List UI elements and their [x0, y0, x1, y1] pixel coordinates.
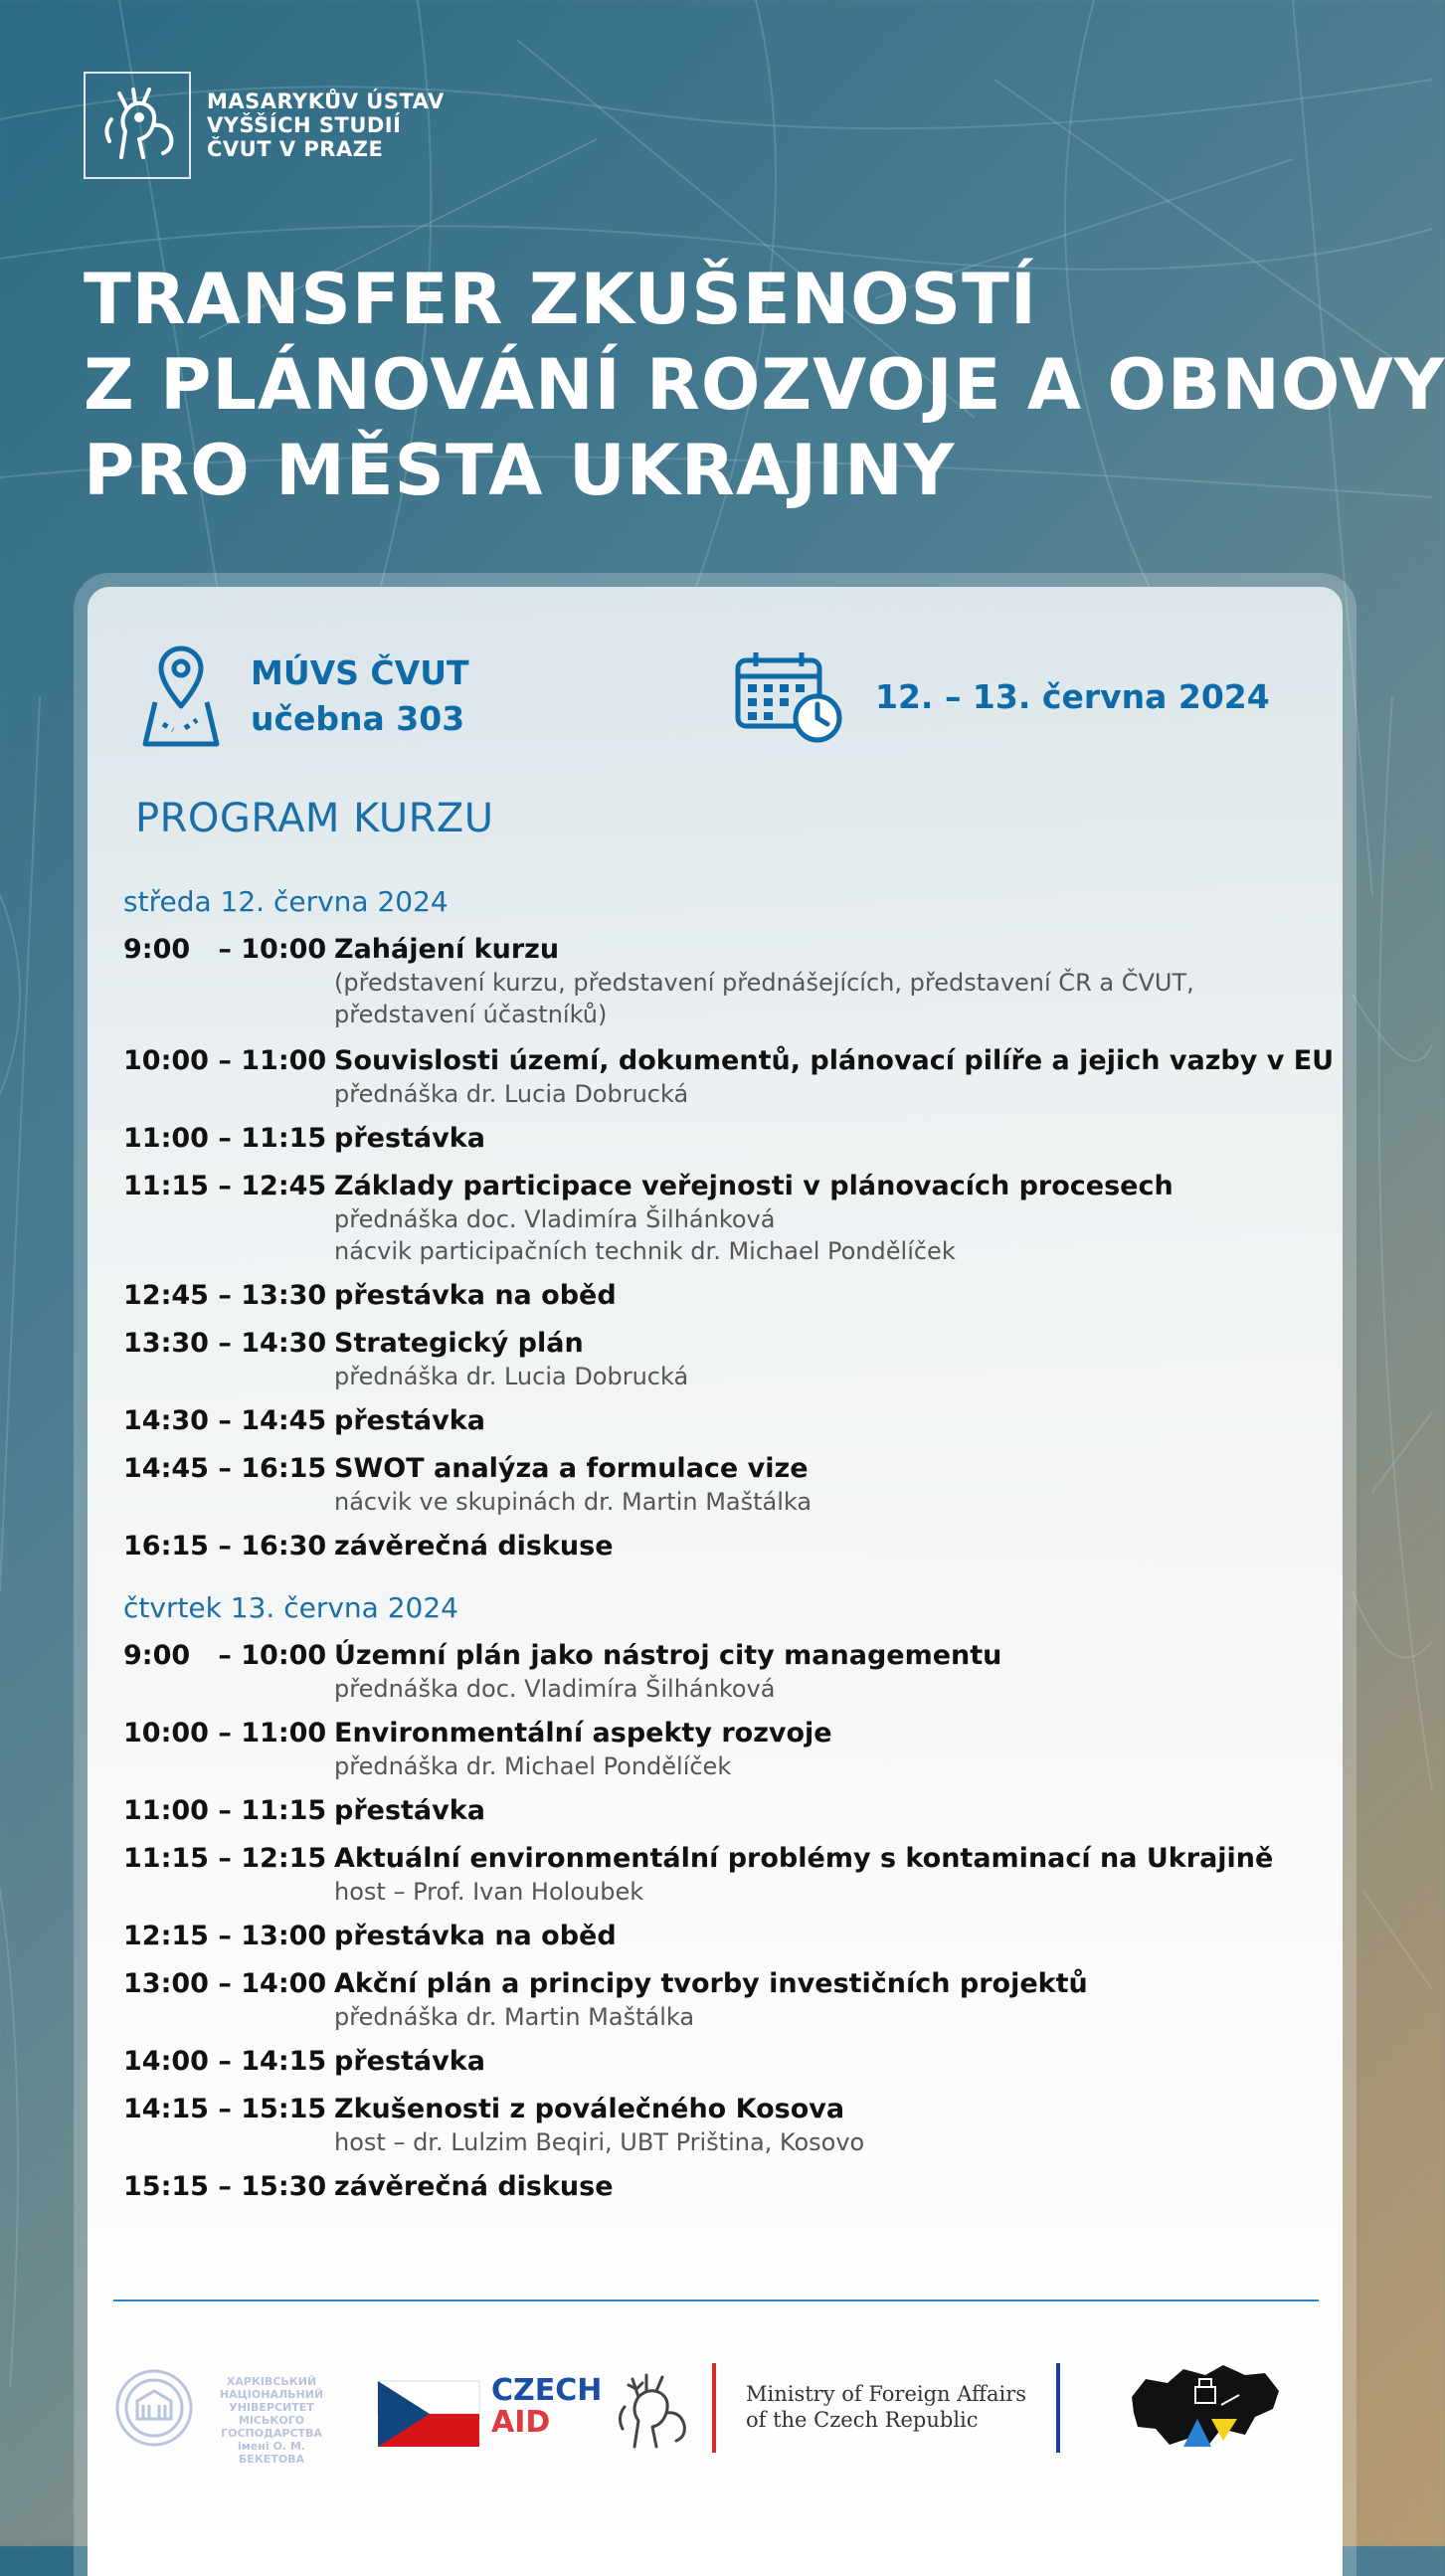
- session-detail: přednáška doc. Vladimíra Šilhánková: [334, 1205, 776, 1233]
- title-line-1: TRANSFER ZKUŠENOSTÍ: [84, 259, 1037, 340]
- session-time: 11:15 – 12:45: [123, 1171, 327, 1201]
- session-title: přestávka: [334, 1795, 485, 1826]
- institution-logo: [84, 72, 445, 179]
- session-title: Aktuální environmentální problémy s kontaminací na Ukrajině: [334, 1843, 1274, 1874]
- mfa-line-1: Ministry of Foreign Affairs: [746, 2382, 1027, 2406]
- institution-line-3: ČVUT V PRAZE: [207, 137, 384, 161]
- session-time: 14:15 – 15:15: [123, 2094, 327, 2124]
- session-title: závěrečná diskuse: [334, 2171, 614, 2202]
- session-detail: představení účastníků): [334, 1001, 608, 1028]
- czech-aid-logo: [491, 2373, 603, 2440]
- session-time: 11:15 – 12:15: [123, 1843, 327, 1874]
- footer-divider: [113, 2300, 1319, 2301]
- map-pin-icon: [139, 644, 223, 748]
- program-heading: PROGRAM KURZU: [135, 796, 494, 841]
- session-title: přestávka na oběd: [334, 1921, 617, 1951]
- session-title: Strategický plán: [334, 1328, 584, 1359]
- kharkiv-university-emblem-icon: [113, 2367, 195, 2449]
- kharkiv-line: НАЦІОНАЛЬНИЙ: [219, 2388, 324, 2401]
- event-date: 12. – 13. června 2024: [875, 676, 1270, 716]
- session-time: 16:15 – 16:30: [123, 1531, 327, 1562]
- mfa-line-2: of the Czech Republic: [746, 2408, 979, 2432]
- kharkiv-university-logo-text: [207, 2375, 336, 2466]
- session-detail: přednáška dr. Michael Pondělíček: [334, 1752, 732, 1780]
- page-title: [84, 257, 1445, 513]
- session-detail: (představení kurzu, představení přednášejících, představení ČR a ČVUT,: [334, 969, 1194, 997]
- session-time: 13:30 – 14:30: [123, 1328, 327, 1359]
- session-time: 13:00 – 14:00: [123, 1968, 327, 1999]
- kharkiv-line: імені О. М. БЕКЕТОВА: [238, 2440, 305, 2466]
- session-title: Akční plán a principy tvorby investičních projektů: [334, 1968, 1088, 1999]
- session-title: Zahájení kurzu: [334, 934, 560, 965]
- session-title: Základy participace veřejnosti v plánovacích procesech: [334, 1171, 1174, 1201]
- czech-aid-bottom: AID: [491, 2405, 551, 2440]
- session-title: Environmentální aspekty rozvoje: [334, 1718, 832, 1748]
- session-detail: přednáška dr. Lucia Dobrucká: [334, 1080, 689, 1108]
- mfa-blue-bar: [1056, 2363, 1060, 2453]
- czech-aid-top: CZECH: [491, 2373, 603, 2408]
- session-detail: nácvik ve skupinách dr. Martin Maštálka: [334, 1488, 813, 1516]
- kharkiv-line: УНІВЕРСИТЕТ: [229, 2401, 314, 2414]
- sponsor-logos: [109, 2357, 1333, 2467]
- title-line-3: PRO MĚSTA UKRAJINY: [84, 430, 956, 511]
- session-title: Zkušenosti z poválečného Kosova: [334, 2094, 845, 2124]
- session-time: 14:45 – 16:15: [123, 1453, 327, 1484]
- session-time: 12:45 – 13:30: [123, 1280, 327, 1311]
- session-time: 11:00 – 11:15: [123, 1795, 327, 1826]
- session-title: závěrečná diskuse: [334, 1531, 614, 1562]
- session-time: 10:00 – 11:00: [123, 1045, 327, 1076]
- session-title: Územní plán jako nástroj city managementu: [334, 1640, 1002, 1671]
- session-time: 14:30 – 14:45: [123, 1405, 327, 1436]
- session-detail: host – Prof. Ivan Holoubek: [334, 1878, 644, 1906]
- location-line-1: MÚVS ČVUT: [251, 653, 469, 692]
- day-label-2: čtvrtek 13. června 2024: [123, 1591, 458, 1624]
- session-detail: nácvik participačních technik dr. Michael Pondělíček: [334, 1237, 956, 1265]
- czech-lion-icon: [607, 2363, 692, 2453]
- session-time: 14:00 – 14:15: [123, 2046, 327, 2077]
- location-line-2: učebna 303: [251, 699, 465, 738]
- session-detail: přednáška dr. Martin Maštálka: [334, 2003, 695, 2031]
- czech-flag-icon: [378, 2381, 479, 2447]
- session-detail: přednáška doc. Vladimíra Šilhánková: [334, 1675, 776, 1703]
- session-time: 12:15 – 13:00: [123, 1921, 327, 1951]
- mfa-logo-text: [746, 2381, 1026, 2433]
- day-label-1: středa 12. června 2024: [123, 885, 449, 918]
- session-title: SWOT analýza a formulace vize: [334, 1453, 809, 1484]
- title-line-2: Z PLÁNOVÁNÍ ROZVOJE A OBNOVY: [84, 344, 1445, 426]
- institution-line-2: VYŠŠÍCH STUDIÍ: [207, 113, 402, 137]
- lion-emblem-icon: [84, 72, 191, 179]
- session-title: přestávka na oběd: [334, 1280, 617, 1311]
- session-time: 10:00 – 11:00: [123, 1718, 327, 1748]
- session-title: Souvislosti území, dokumentů, plánovací pilíře a jejich vazby v EU: [334, 1045, 1335, 1076]
- calendar-icon: [734, 648, 845, 744]
- location-block: [139, 644, 469, 748]
- session-time: 9:00 – 10:00: [123, 1640, 327, 1671]
- date-block: [734, 648, 1270, 744]
- ukraine-map-logo-icon: [1126, 2357, 1285, 2457]
- session-title: přestávka: [334, 1405, 485, 1436]
- session-detail: přednáška dr. Lucia Dobrucká: [334, 1363, 689, 1390]
- session-time: 11:00 – 11:15: [123, 1123, 327, 1154]
- institution-line-1: MASARYKŮV ÚSTAV: [207, 90, 445, 113]
- session-time: 9:00 – 10:00: [123, 934, 327, 965]
- session-title: přestávka: [334, 2046, 485, 2077]
- mfa-red-bar: [712, 2363, 716, 2453]
- session-title: přestávka: [334, 1123, 485, 1154]
- session-detail: host – dr. Lulzim Beqiri, UBT Priština, Kosovo: [334, 2128, 865, 2156]
- kharkiv-line: ХАРКІВСЬКИЙ: [226, 2375, 317, 2388]
- session-time: 15:15 – 15:30: [123, 2171, 327, 2202]
- kharkiv-line: МІСЬКОГО ГОСПОДАРСТВА: [221, 2414, 322, 2440]
